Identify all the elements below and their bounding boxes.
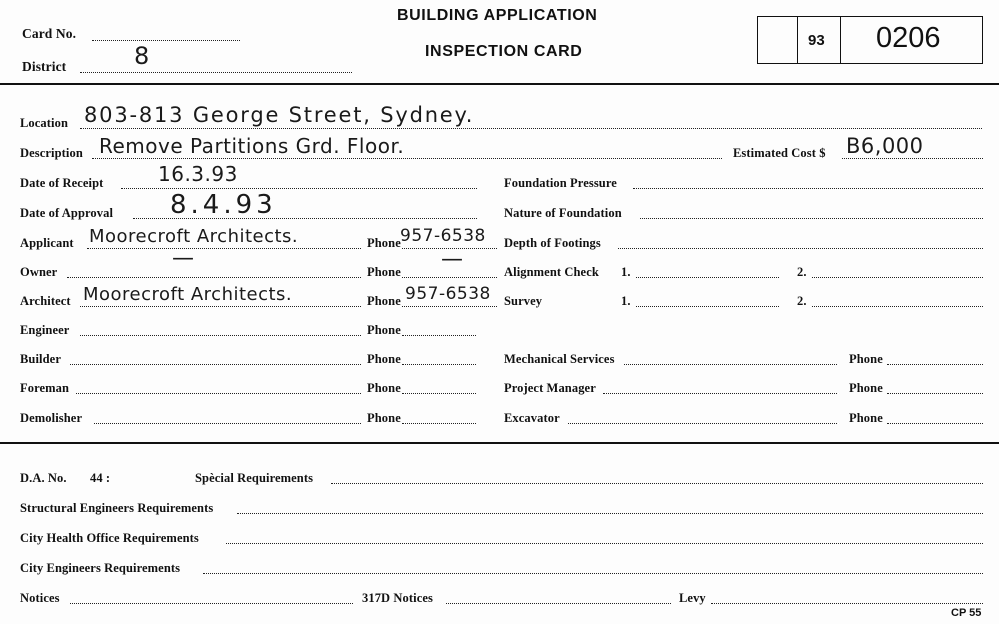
details-divider bbox=[0, 442, 999, 444]
survey-label: Survey bbox=[504, 294, 543, 308]
builder-line bbox=[70, 364, 361, 365]
card-year: 93 bbox=[808, 32, 825, 49]
description-label: Description bbox=[20, 146, 83, 160]
owner-label: Owner bbox=[20, 265, 58, 279]
form-code: CP 55 bbox=[951, 607, 982, 619]
applicant-phone-value: 957-6538 bbox=[400, 226, 486, 246]
foundation-pressure-line bbox=[633, 188, 983, 189]
foreman-phone-line bbox=[402, 393, 476, 394]
structural-engineers-label: Structural Engineers Requirements bbox=[20, 501, 214, 515]
survey-item-1: 1. bbox=[621, 294, 631, 308]
architect-line bbox=[80, 306, 361, 307]
estimated-cost-line bbox=[842, 158, 983, 159]
excavator-label: Excavator bbox=[504, 411, 560, 425]
card-number: 0206 bbox=[876, 22, 941, 54]
card-number-box bbox=[757, 16, 983, 64]
owner-phone-value: — bbox=[441, 247, 464, 272]
alignment-check-label: Alignment Check bbox=[504, 265, 599, 279]
engineer-phone-label: Phone bbox=[367, 323, 401, 337]
mechanical-services-label: Mechanical Services bbox=[504, 352, 615, 366]
architect-phone-line bbox=[402, 306, 497, 307]
demolisher-label: Demolisher bbox=[20, 411, 83, 425]
architect-phone-value: 957-6538 bbox=[405, 284, 491, 304]
builder-label: Builder bbox=[20, 352, 61, 366]
demolisher-phone-label: Phone bbox=[367, 411, 401, 425]
project-manager-label: Project Manager bbox=[504, 381, 596, 395]
applicant-line bbox=[87, 248, 361, 249]
location-value: 803-813 George Street, Sydney. bbox=[84, 103, 475, 127]
card-no-line bbox=[92, 40, 240, 41]
location-line bbox=[80, 128, 982, 129]
district-value: 8 bbox=[134, 42, 150, 70]
alignment-check-item-2: 2. bbox=[797, 265, 807, 279]
depth-of-footings-line bbox=[618, 248, 983, 249]
applicant-label: Applicant bbox=[20, 236, 74, 250]
date-of-receipt-value: 16.3.93 bbox=[158, 162, 238, 186]
card-no-label: Card No. bbox=[22, 26, 77, 41]
builder-phone-line bbox=[402, 364, 476, 365]
depth-of-footings-label: Depth of Footings bbox=[504, 236, 601, 250]
da-no-value: 44 : bbox=[90, 471, 111, 485]
foundation-pressure-label: Foundation Pressure bbox=[504, 176, 617, 190]
city-engineers-line bbox=[203, 573, 983, 574]
alignment-check-item-1: 1. bbox=[621, 265, 631, 279]
special-requirements-label: Spècial Requirements bbox=[195, 471, 314, 485]
builder-phone-label: Phone bbox=[367, 352, 401, 366]
engineer-label: Engineer bbox=[20, 323, 70, 337]
applicant-phone-label: Phone bbox=[367, 236, 401, 250]
city-engineers-label: City Engineers Requirements bbox=[20, 561, 181, 575]
alignment-check-line-2 bbox=[812, 277, 983, 278]
nature-of-foundation-line bbox=[640, 218, 983, 219]
district-label: District bbox=[22, 59, 67, 74]
date-of-receipt-line bbox=[121, 188, 477, 189]
engineer-phone-line bbox=[402, 335, 476, 336]
levy-label: Levy bbox=[679, 591, 706, 605]
applicant-value: Moorecroft Architects. bbox=[89, 226, 299, 247]
nature-of-foundation-label: Nature of Foundation bbox=[504, 206, 622, 220]
alignment-check-line-1 bbox=[636, 277, 779, 278]
structural-engineers-line bbox=[237, 513, 983, 514]
date-of-receipt-label: Date of Receipt bbox=[20, 176, 104, 190]
foreman-phone-label: Phone bbox=[367, 381, 401, 395]
architect-label: Architect bbox=[20, 294, 71, 308]
notices-317d-label: 317D Notices bbox=[362, 591, 433, 605]
survey-line-2 bbox=[812, 306, 983, 307]
title-inspection-card: INSPECTION CARD bbox=[425, 43, 583, 60]
levy-line bbox=[711, 603, 983, 604]
city-health-line bbox=[226, 543, 983, 544]
survey-line-1 bbox=[636, 306, 779, 307]
owner-line bbox=[67, 277, 361, 278]
title-building-application: BUILDING APPLICATION bbox=[397, 7, 598, 24]
survey-item-2: 2. bbox=[797, 294, 807, 308]
demolisher-line bbox=[94, 423, 361, 424]
owner-value: — bbox=[172, 246, 195, 271]
description-value: Remove Partitions Grd. Floor. bbox=[99, 134, 405, 158]
mechanical-phone-line bbox=[887, 364, 983, 365]
architect-phone-label: Phone bbox=[367, 294, 401, 308]
mechanical-services-line bbox=[624, 364, 837, 365]
foreman-line bbox=[76, 393, 361, 394]
special-requirements-line bbox=[331, 483, 983, 484]
notices-317d-line bbox=[446, 603, 671, 604]
estimated-cost-label: Estimated Cost $ bbox=[733, 146, 826, 160]
box-divider-1 bbox=[797, 16, 798, 64]
notices-label: Notices bbox=[20, 591, 60, 605]
description-line bbox=[92, 158, 722, 159]
location-label: Location bbox=[20, 116, 69, 130]
date-of-approval-value: 8.4.93 bbox=[170, 190, 277, 220]
city-health-label: City Health Office Requirements bbox=[20, 531, 199, 545]
demolisher-phone-line bbox=[402, 423, 476, 424]
project-manager-phone-label: Phone bbox=[849, 381, 883, 395]
da-no-label: D.A. No. bbox=[20, 471, 67, 485]
mechanical-phone-label: Phone bbox=[849, 352, 883, 366]
project-manager-phone-line bbox=[887, 393, 983, 394]
excavator-phone-label: Phone bbox=[849, 411, 883, 425]
date-of-approval-label: Date of Approval bbox=[20, 206, 114, 220]
district-line bbox=[80, 72, 352, 73]
architect-value: Moorecroft Architects. bbox=[83, 284, 293, 305]
box-divider-2 bbox=[840, 16, 841, 64]
project-manager-line bbox=[603, 393, 837, 394]
owner-phone-line bbox=[402, 277, 497, 278]
owner-phone-label: Phone bbox=[367, 265, 401, 279]
excavator-phone-line bbox=[887, 423, 983, 424]
estimated-cost-value: B6,000 bbox=[846, 134, 924, 158]
header-divider bbox=[0, 83, 999, 85]
engineer-line bbox=[80, 335, 361, 336]
excavator-line bbox=[568, 423, 837, 424]
foreman-label: Foreman bbox=[20, 381, 70, 395]
notices-line bbox=[70, 603, 353, 604]
